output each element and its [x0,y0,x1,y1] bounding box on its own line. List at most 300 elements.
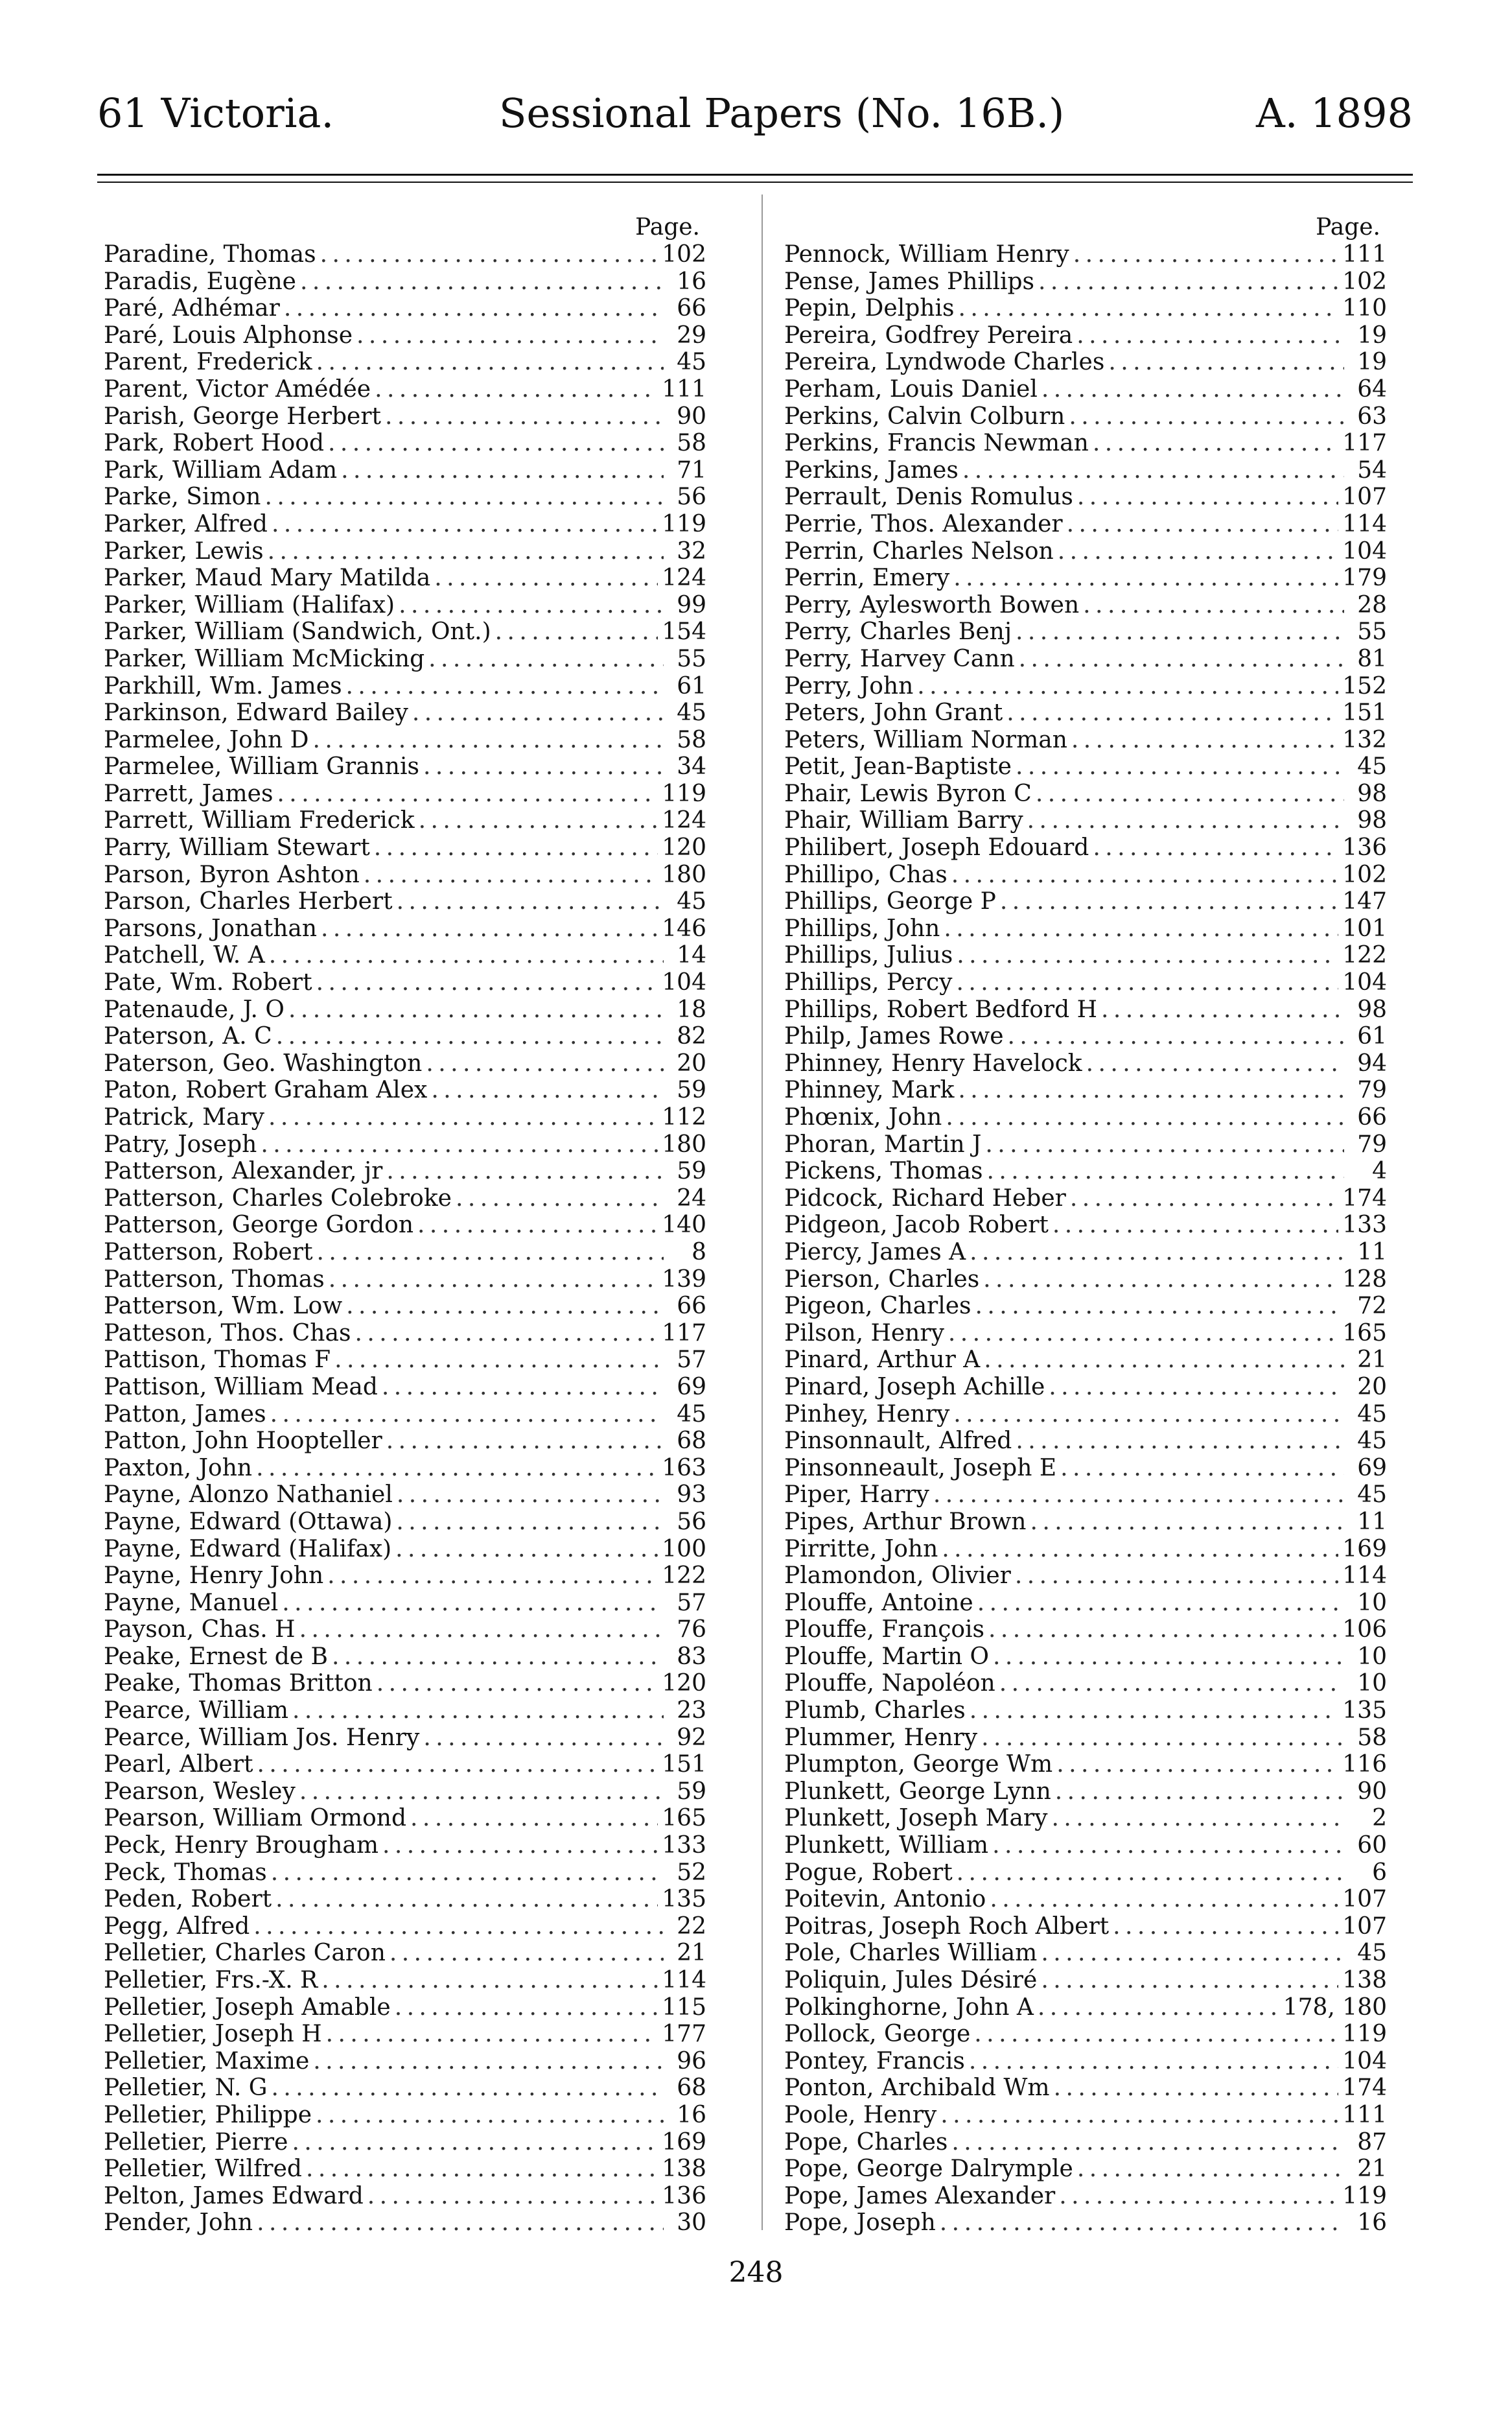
dot-leader [326,2021,658,2048]
dot-leader [264,484,664,511]
entry-page: 45 [1357,1940,1387,1967]
index-entry [104,2075,706,2102]
dot-leader [1067,511,1339,538]
entry-name: Poole, Henry [784,2101,937,2128]
entry-name: Perkins, Francis Newman [784,430,1089,457]
dot-leader [1054,2075,1339,2102]
entry-page: 104 [1342,2047,1387,2075]
entry-name: Patterson, George Gordon [104,1212,414,1239]
dot-leader [1036,781,1344,808]
dot-leader [382,1832,658,1859]
index-entry [784,915,1387,943]
entry-name: Pennock, William Henry [784,241,1069,268]
entry-page: 140 [662,1212,706,1239]
entry-name: Peck, Henry Brougham [104,1832,379,1859]
index-entry [784,241,1387,268]
entry-name: Poitras, Joseph Roch Albert [784,1912,1110,1940]
entry-name: Pate, Wm. Robert [104,969,312,996]
entry-page: 45 [677,1400,706,1428]
index-entry [784,862,1387,889]
dot-leader [1049,1374,1344,1401]
dot-leader [951,862,1339,889]
entry-name: Perrin, Emery [784,565,950,592]
index-entry [104,1077,706,1104]
dot-leader [300,268,664,296]
entry-name: Pender, John [104,2209,253,2237]
index-entry [104,268,706,296]
index-entry [104,511,706,538]
entry-name: Parsons, Jonathan [104,915,318,942]
index-entry [784,1401,1387,1428]
entry-page: 83 [677,1643,706,1670]
dot-leader [355,1320,658,1347]
dot-leader [328,430,664,457]
index-entry [784,1859,1387,1887]
dot-leader [284,295,664,322]
entry-page: 21 [1357,1346,1387,1374]
dot-leader [958,1077,1344,1104]
dot-leader [317,1239,664,1266]
dot-leader [1016,753,1344,781]
entry-page: 111 [662,375,706,403]
index-entry [104,834,706,862]
entry-list [104,241,706,2237]
entry-page: 138 [662,2156,706,2183]
entry-name: Perrault, Denis Romulus [784,484,1073,511]
entry-page: 69 [1357,1454,1387,1481]
entry-page: 6 [1372,1859,1387,1886]
entry-name: Pegg, Alfred [104,1912,250,1940]
header-title: Sessional Papers (No. 16B.) [499,89,1065,137]
dot-leader [1101,996,1344,1024]
index-entry [784,376,1387,403]
index-entry [784,727,1387,754]
entry-page: 61 [677,672,706,700]
dot-leader [981,1724,1344,1752]
entry-name: Pattison, Thomas F [104,1346,331,1374]
entry-name: Plummer, Henry [784,1724,978,1751]
entry-page: 45 [1357,1481,1387,1509]
dot-leader [1060,1455,1344,1482]
entry-name: Perry, Harvey Cann [784,645,1015,672]
dot-leader [341,457,664,484]
entry-name: Philp, James Rowe [784,1023,1004,1050]
entry-page: 4 [1372,1158,1387,1185]
entry-page: 45 [1357,1428,1387,1455]
entry-page: 96 [677,2047,706,2075]
dot-leader [374,834,658,862]
entry-page: 165 [662,1805,706,1832]
dot-leader [385,403,664,430]
dot-leader [1019,646,1344,673]
entry-name: Pollock, George [784,2021,971,2048]
dot-leader [257,2209,664,2237]
entry-name: Park, Robert Hood [104,430,325,457]
entry-name: Plunkett, Joseph Mary [784,1805,1048,1832]
entry-name: Paradis, Eugène [104,268,296,295]
entry-name: Peck, Thomas [104,1859,267,1886]
dot-leader [426,1050,664,1077]
dot-leader [277,781,658,808]
entry-name: Perrin, Charles Nelson [784,537,1054,565]
entry-page: 104 [662,969,706,996]
dot-leader [417,1212,658,1239]
entry-name: Phoran, Martin J [784,1131,982,1158]
entry-name: Pereira, Lyndwode Charles [784,349,1105,376]
index-entry [104,1023,706,1050]
entry-name: Pickens, Thomas [784,1158,983,1185]
dot-leader [1051,1805,1344,1832]
dot-leader [257,1751,658,1778]
entry-page: 98 [1357,807,1387,834]
entry-page: 114 [1342,510,1387,537]
entry-name: Philibert, Joseph Edouard [784,834,1089,862]
entry-page: 87 [1357,2128,1387,2156]
entry-page: 135 [1342,1697,1387,1724]
entry-page: 98 [1357,780,1387,807]
entry-name: Pelletier, N. G [104,2075,268,2102]
entry-page: 163 [662,1454,706,1481]
index-entry [104,807,706,834]
entry-page: 45 [677,888,706,915]
header-rule-top [97,174,1413,176]
index-entry [104,1805,706,1832]
dot-leader [268,1104,658,1131]
index-entry [784,2075,1387,2102]
entry-page: 59 [677,1077,706,1104]
dot-leader [428,646,664,673]
dot-leader [977,1590,1344,1617]
entry-page: 19 [1357,349,1387,376]
entry-page: 56 [677,484,706,511]
entry-page: 64 [1357,375,1387,403]
entry-page: 72 [1357,1293,1387,1320]
entry-name: Pearce, William [104,1697,288,1724]
index-entry [104,888,706,915]
dot-leader [261,1131,658,1158]
entry-name: Patterson, Thomas [104,1265,325,1293]
index-entry [104,322,706,349]
index-entry [104,1697,706,1724]
index-entry [104,1104,706,1131]
entry-page: 102 [662,241,706,268]
dot-leader [1041,1940,1344,1967]
index-entry [784,618,1387,646]
entry-name: Poitevin, Antonio [784,1886,986,1913]
dot-leader [1070,1185,1338,1212]
index-entry [784,1536,1387,1563]
entry-name: Pelletier, Joseph H [104,2021,322,2048]
index-entry [104,1131,706,1158]
entry-name: Peters, John Grant [784,700,1003,727]
entry-name: Plouffe, François [784,1616,985,1643]
dot-leader [495,618,658,646]
index-entry [784,753,1387,781]
entry-name: Ponton, Archibald Wm [784,2075,1050,2102]
dot-leader [957,969,1339,996]
entry-page: 81 [1357,645,1387,672]
entry-page: 10 [1357,1589,1387,1616]
entry-page: 119 [1342,2021,1387,2048]
dot-leader [423,1724,664,1752]
entry-page: 82 [677,1023,706,1050]
entry-page: 79 [1357,1131,1387,1158]
dot-leader [990,1886,1338,1913]
dot-leader [1077,484,1338,511]
entry-name: Pilson, Henry [784,1319,944,1346]
index-entry [104,1158,706,1185]
index-entry [784,1346,1387,1374]
dot-leader [419,807,658,834]
entry-page: 68 [677,2075,706,2102]
index-entry [104,1428,706,1455]
entry-name: Payson, Chas. H [104,1616,296,1643]
index-entry [784,1158,1387,1185]
entry-page: 98 [1357,996,1387,1023]
index-column-left [104,214,706,2237]
dot-leader [940,2209,1344,2237]
entry-name: Piercy, James A [784,1238,966,1265]
dot-leader [946,1104,1344,1131]
dot-leader [272,2075,664,2102]
entry-name: Pelletier, Frs.-X. R [104,1967,318,1993]
dot-leader [1055,1778,1344,1805]
entry-page: 45 [677,700,706,727]
index-entry [104,2129,706,2156]
index-entry [104,376,706,403]
index-entry [104,2102,706,2129]
entry-name: Payne, Alonzo Nathaniel [104,1481,393,1509]
dot-leader [962,457,1344,484]
entry-page: 32 [677,537,706,565]
entry-name: Patterson, Alexander, jr [104,1158,383,1185]
entry-name: Pierson, Charles [784,1265,980,1293]
entry-page: 99 [677,591,706,618]
dot-leader [1073,241,1339,268]
page-number: 248 [728,2256,784,2289]
index-entry [784,969,1387,996]
entry-name: Payne, Manuel [104,1589,279,1616]
entry-name: Patterson, Robert [104,1238,313,1265]
index-entry [784,1131,1387,1158]
index-entry [104,1455,706,1482]
index-entry [104,2156,706,2183]
dot-leader [275,1886,658,1913]
index-entry [104,1670,706,1697]
dot-leader [253,1913,664,1940]
index-entry [784,1832,1387,1859]
dot-leader [1058,538,1339,565]
entry-name: Park, William Adam [104,456,338,484]
entry-page: 16 [677,2101,706,2128]
entry-name: Peake, Ernest de B [104,1643,328,1670]
entry-page: 22 [677,1912,706,1940]
entry-name: Plamondon, Olivier [784,1562,1011,1590]
entry-name: Phinney, Mark [784,1077,955,1104]
entry-name: Perry, Aylesworth Bowen [784,591,1080,618]
entry-name: Pidcock, Richard Heber [784,1184,1066,1212]
index-entry [784,834,1387,862]
index-entry [784,1697,1387,1724]
entry-page: 119 [1342,2182,1387,2209]
index-entry [104,1239,706,1266]
entry-page: 120 [662,834,706,862]
entry-page: 69 [677,1373,706,1400]
index-entry [784,1374,1387,1401]
entry-page: 104 [1342,537,1387,565]
entry-page: 111 [1342,2101,1387,2128]
entry-name: Patrick, Mary [104,1104,264,1131]
entry-name: Parkhill, Wm. James [104,672,342,700]
entry-name: Pontey, Francis [784,2047,965,2075]
entry-name: Patchell, W. A [104,942,265,969]
entry-page: 71 [677,456,706,484]
index-entry [104,673,706,700]
dot-leader [953,1401,1344,1428]
dot-leader [1076,322,1344,349]
index-entry [104,1994,706,2021]
entry-page: 68 [677,1428,706,1455]
entry-name: Pelton, James Edward [104,2182,364,2209]
index-entry [784,1562,1387,1590]
entry-page: 66 [677,295,706,322]
entry-page: 54 [1357,456,1387,484]
entry-page: 90 [677,403,706,430]
entry-page: 45 [1357,1400,1387,1428]
index-entry [104,1590,706,1617]
entry-page: 58 [677,726,706,753]
index-entry [784,538,1387,565]
entry-name: Pole, Charles William [784,1940,1038,1967]
entry-page: 165 [1342,1319,1387,1346]
dot-leader [327,1562,658,1590]
entry-name: Pattison, William Mead [104,1373,378,1400]
index-entry [104,1346,706,1374]
entry-page: 57 [677,1346,706,1374]
index-entry [784,2102,1387,2129]
entry-name: Parent, Frederick [104,349,312,376]
index-entry [104,1320,706,1347]
entry-name: Polkinghorne, John A [784,1993,1034,2021]
index-entry [784,996,1387,1024]
index-entry [784,1239,1387,1266]
entry-name: Parker, William McMicking [104,645,425,672]
index-entry [784,646,1387,673]
entry-page: 66 [677,1293,706,1320]
index-entry [104,2048,706,2075]
entry-page: 28 [1357,591,1387,618]
index-entry [104,753,706,781]
index-entry [784,1320,1387,1347]
header-rule-bottom [97,182,1413,183]
index-entry [104,1886,706,1913]
entry-page: 100 [662,1535,706,1562]
entry-page: 90 [1357,1778,1387,1805]
index-entry [104,1509,706,1536]
index-entry [104,430,706,457]
index-entry [104,2183,706,2210]
dot-leader [942,1536,1338,1563]
dot-leader [940,2102,1338,2129]
index-entry [104,996,706,1024]
entry-name: Parmelee, John D [104,726,309,753]
index-entry [104,349,706,376]
entry-page: 2 [1372,1805,1387,1832]
entry-page: 177 [662,2021,706,2048]
dot-leader [974,2021,1338,2048]
index-entry [784,1724,1387,1752]
header-year: A. 1898 [1256,89,1413,137]
index-entry [784,781,1387,808]
entry-page: 151 [1342,700,1387,727]
entry-page: 107 [1342,1886,1387,1913]
index-entry [104,538,706,565]
dot-leader [944,915,1338,943]
dot-leader [1041,376,1344,403]
dot-leader [1041,1967,1338,1994]
entry-page: 59 [677,1158,706,1185]
entry-page: 169 [1342,1535,1387,1562]
entry-page: 151 [662,1751,706,1778]
entry-page: 180 [662,861,706,888]
index-entry [784,1670,1387,1697]
entry-page: 20 [677,1050,706,1077]
entry-name: Parker, William (Halifax) [104,591,395,618]
entry-name: Pereira, Godfrey Pereira [784,322,1073,349]
index-entry [784,1266,1387,1293]
entry-page: 147 [1342,888,1387,915]
entry-name: Phair, William Barry [784,807,1023,834]
entry-page: 169 [662,2128,706,2156]
dot-leader [386,1158,664,1185]
entry-page: 56 [677,1508,706,1535]
dot-leader [395,1536,658,1563]
index-entry [104,1967,706,1994]
index-entry [784,430,1387,457]
entry-name: Pinhey, Henry [784,1400,950,1428]
entry-page: 112 [662,1104,706,1131]
page-column-label: Page. [635,214,700,241]
entry-page: 18 [677,996,706,1023]
entry-page: 21 [1357,2156,1387,2183]
entry-name: Paradine, Thomas [104,241,316,268]
entry-page: 136 [1342,834,1387,862]
entry-page: 117 [662,1319,706,1346]
entry-page: 107 [1342,484,1387,511]
entry-page: 115 [662,1993,706,2021]
index-entry [104,618,706,646]
index-entry [784,1913,1387,1940]
index-entry [104,646,706,673]
dot-leader [985,1131,1344,1158]
index-entry [104,700,706,727]
dot-leader [382,1374,664,1401]
entry-name: Pigeon, Charles [784,1293,971,1320]
index-entry [784,2209,1387,2237]
dot-leader [975,1293,1344,1320]
entry-page: 34 [677,753,706,781]
entry-page: 180 [662,1131,706,1158]
index-entry [104,915,706,943]
entry-page: 20 [1357,1373,1387,1400]
entry-page: 116 [1342,1751,1387,1778]
dot-leader [377,1670,658,1697]
index-entry [784,592,1387,619]
entry-name: Pinard, Joseph Achille [784,1373,1045,1400]
entry-name: Pearce, William Jos. Henry [104,1724,420,1751]
index-entry [784,511,1387,538]
dot-leader [1113,1913,1338,1940]
